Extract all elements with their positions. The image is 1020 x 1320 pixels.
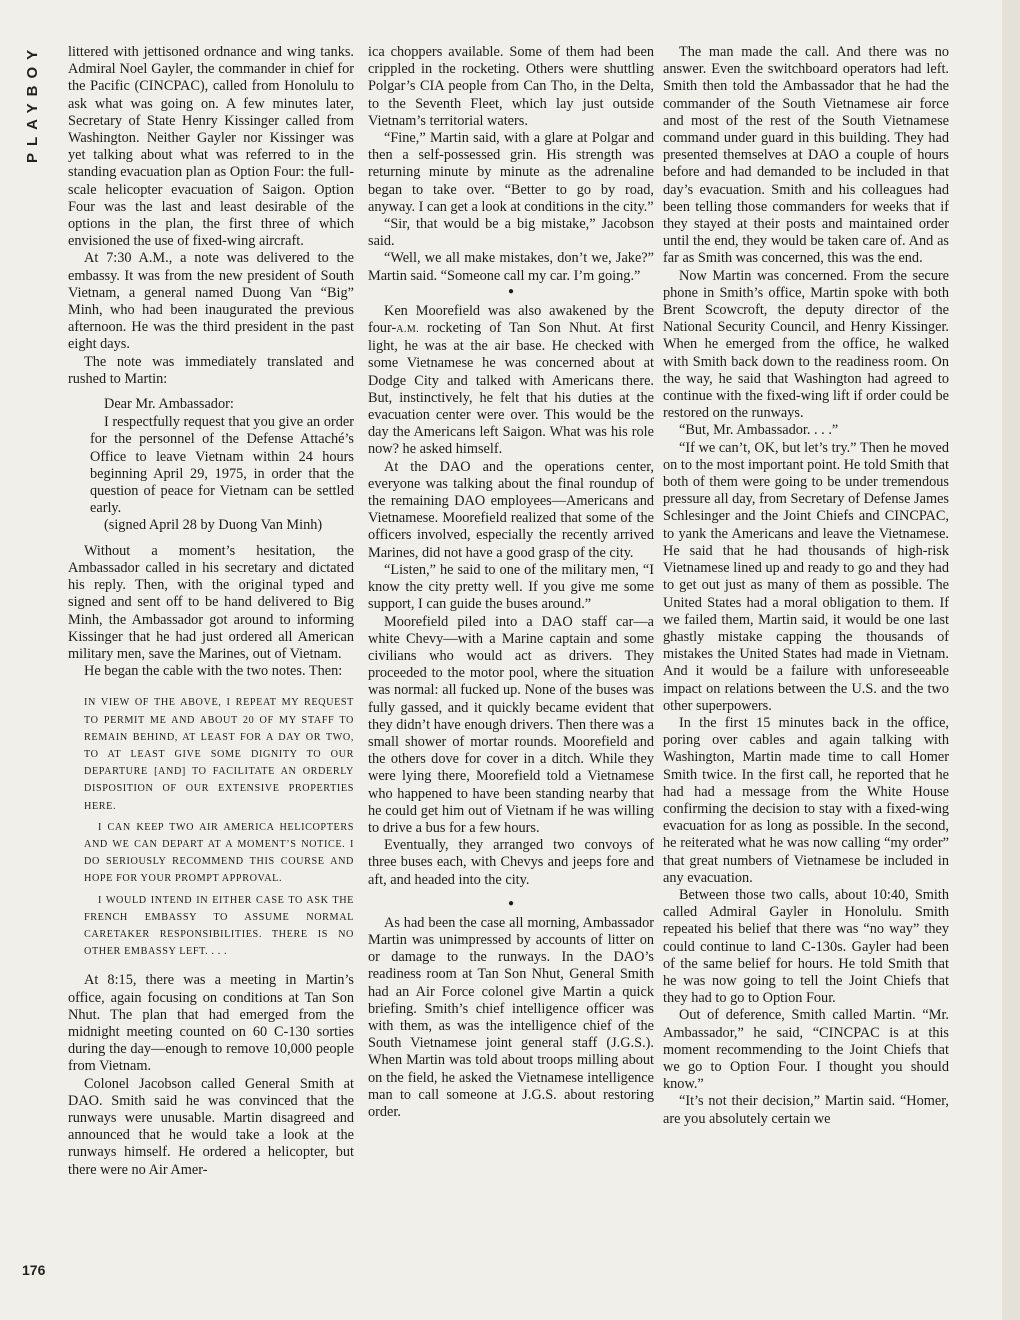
letter-signature: (signed April 28 by Duong Van Minh) [104,517,323,534]
section-separator: ● [507,897,515,909]
letter-salutation: Dear Mr. Ambassador: [104,396,234,413]
column-2 [368,44,654,1121]
paragraph: At 7:30 A.M., a note was delivered to the embassy. It was from the new president of South Vietnam, a general named Duong Van “Big” Minh, who had been inaugurated the previous afternoon. He was the third president in the past eight days. [68,250,354,353]
paragraph: At the DAO and the operations center, everyone was talking about the final roundup of the remaining DAO employees—Americans and Vietnamese. Moorefield realized that some of the officers involved, especially the recently arrived Marines, did not have a good grasp of the city. [368,458,654,561]
section-separator: ● [507,285,515,297]
paragraph: In the first 15 minutes back in the office, poring over cables and again talking with Washington, Martin made time to call Homer Smith twice. In the first call, he reported that he had had a message from the White House confirming the decision to stay with a fixed-wing evacuation for as long as possible. In the second, he reiterated what he was now calling “my order” that great numbers of Vietnamese be included in any evacuation. [663,714,949,886]
paragraph: “Fine,” Martin said, with a glare at Polgar and then a self-possessed grin. His strength was returning minute by minute as the adrenaline began to take over. “Better to go by road, anyway. I can get a look at conditions in the city.” [368,130,654,215]
paragraph: Colonel Jacobson called General Smith at DAO. Smith said he was convinced that the runways were unusable. Martin disagreed and announced that he would take a look at the runways himself. He ordered a helicopter, but there were no Air Amer- [68,1075,354,1178]
text-run: Ken Moorefield was also awakened by the four- [368,302,654,337]
paragraph: Between those two calls, about 10:40, Smith called Admiral Gayler in Honolulu. Smith repeated his belief that there was “no way” they could continue to land C-130s. Gayler had been of the same belief for hours. He told Smith that he was now going to tell the Joint Chiefs that they had to go to Option Four. [663,886,949,1007]
paragraph: As had been the case all morning, Ambassador Martin was unimpressed by accounts of litter on or damage to the runways. In the DAO’s readiness room at Tan Son Nhut, General Smith had an Air Force colonel give Martin a quick briefing. Smith’s chief intelligence officer was with them, as was the intelligence chief of the South Vietnamese joint general staff (J.G.S.). When Martin was told about troops milling about on the field, he asked the Vietnamese intelligence man to call someone at J.G.S. about restoring order. [368,914,654,1120]
cable-paragraph: I CAN KEEP TWO AIR AMERICA HELICOPTERS AND WE CAN DEPART AT A MOMENT’S NOTICE. I DO SERIOUSLY RECOMMEND THIS COURSE AND HOPE FOR YOUR PROMPT APPROVAL. [84,821,354,885]
paragraph: Now Martin was concerned. From the secure phone in Smith’s office, Martin spoke with both Brent Scowcroft, the deputy director of the National Security Council, and Henry Kissinger. When he emerged from the office, he walked with Smith back down to the readiness room. On the way, he said that Washington had agreed to continue with the fixed-wing lift if order could be restored on the runways. [663,267,949,422]
paragraph: “Sir, that would be a big mistake,” Jacobson said. [368,216,654,250]
paragraph: The man made the call. And there was no answer. Even the switchboard operators had left. Smith then told the Ambassador that he had the commander of the South Vietnamese air force and most of the rest of the South Vietnamese command under guard in this building. They had presented themselves at DAO a couple of hours before and had demanded to be included in that day’s evacuation. Smith and his colleagues had been telling those commanders for weeks that if they stayed at their posts and maintained order until the end, they would be taken care of. And as far as Smith was concerned, this was the end. [663,44,949,267]
text-run: rocketing of Tan Son Nhut. At first light, he was at the air base. He checked with some Vietnamese he was concerned about at Dodge City and talked with Americans there. But, instinctively, he felt that his duties at the evacuation center were over. This would be the day the Americans left Saigon. What was his role now? he asked himself. [368,320,654,458]
paragraph: Moorefield piled into a DAO staff car—a white Chevy—with a Marine captain and some civilians who would act as drivers. They proceeded to the motor pool, where the situation was normal: all fucked up. None of the buses was fully gassed, and it quickly became evident that they didn’t have enough drivers. Then there was a small shower of mortar rounds. Moorefield and the others dove for cover in a ditch. While they were lying there, Moorefield told a Vietnamese who happened to have been standing nearby that he could get him out of Vietnam if he was willing to drive a bus for a few hours. [368,613,654,836]
paragraph: “It’s not their decision,” Martin said. “Homer, are you absolutely certain we [663,1093,949,1127]
column-3 [663,44,949,1128]
paragraph: He began the cable with the two notes. Then: [84,663,343,680]
minh-letter [68,396,354,535]
letter-body: I respectfully request that you give an order for the personnel of the Defense Attaché’s Office to leave Vietnam within 24 hours beginning April 29, 1975, in order that the question of peace for Vietnam can be settled early. [90,414,354,517]
paragraph: “Listen,” he said to one of the military men, “I know the city pretty well. If you give me some support, I can guide the buses around.” [368,561,654,613]
page-edge [1002,0,1020,1320]
paragraph: At 8:15, there was a meeting in Martin’s office, again focusing on conditions at Tan Son Nhut. The plan that had emerged from the midnight meeting counted on 60 C-130 sorties during the day—enough to remove 10,000 people from Vietnam. [68,972,354,1075]
paragraph: Out of deference, Smith called Martin. “Mr. Ambassador,” he said, “CINCPAC is at this moment recommending to the Joint Chiefs that we go to Option Four. I thought you should know.” [663,1007,949,1093]
cable-text [84,694,354,960]
small-caps-am: A.M. [396,324,420,336]
paragraph: “Well, we all make mistakes, don’t we, Jake?” Martin said. “Someone call my car. I’m going.” [368,250,654,284]
paragraph: “But, Mr. Ambassador. . . .” [679,422,839,439]
paragraph: “If we can’t, OK, but let’s try.” Then he moved on to the most important point. He told Smith that both of them were going to be under tremendous pressure all day, from Secretary of Defense James Schlesinger and the Joint Chiefs and CINCPAC, to yank the Americans and leave the Vietnamese. He said that he had thousands of high-risk Vietnamese lined up and ready to go and they had to get out just as many of them as possible. The United States had a moral obligation to them. If we failed them, Martin said, it would be one last ghastly mistake capping the thousands of mistakes the United States had made in Vietnam. And it would be a failure with unforeseeable impact on relations between the U.S. and the two other superpowers. [663,439,949,714]
paragraph: ica choppers available. Some of them had been crippled in the rocketing. Others were shuttling Polgar’s CIA people from Can Tho, in the Delta, to the Seventh Fleet, which lay just outside Vietnam’s territorial waters. [368,44,654,129]
page-number: 176 [22,1262,46,1278]
cable-paragraph: I WOULD INTEND IN EITHER CASE TO ASK THE FRENCH EMBASSY TO ASSUME NORMAL CARETAKER RESPONSIBILITIES. THERE IS NO OTHER EMBASSY LEFT. . . . [84,894,354,958]
paragraph: The note was immediately translated and rushed to Martin: [68,353,354,387]
paragraph: Without a moment’s hesitation, the Ambassador called in his secretary and dictated his reply. Then, with the original typed and signed and sent off to be hand delivered to Big Minh, the Ambassador got around to informing Kissinger that he had just ordered all American military men, save the Marines, out of Vietnam. [68,542,354,662]
paragraph: Eventually, they arranged two convoys of three buses each, with Chevys and jeeps fore and aft, and headed into the city. [368,837,654,888]
cable-paragraph: IN VIEW OF THE ABOVE, I REPEAT MY REQUEST TO PERMIT ME AND ABOUT 20 OF MY STAFF TO REMAIN BEHIND, AT LEAST FOR A DAY OR TWO, TO AT LEAST GIVE SOME DIGNITY TO OUR DEPARTURE [AND] TO FACILITATE AN ORDERLY DISPOSITION OF OUR EXTENSIVE PROPERTIES HERE. [84,697,354,812]
masthead: PLAYBOY [24,42,41,163]
column-1 [68,44,354,1179]
paragraph: littered with jettisoned ordnance and wing tanks. Admiral Noel Gayler, the commander in chief for the Pacific (CINCPAC), called from Honolulu to ask what was going on. A few minutes later, Secretary of State Henry Kissinger called from Washington. Neither Gayler nor Kissinger was yet talking about what was referred to in the standing evacuation plan as Option Four: the full-scale helicopter evacuation of Saigon. Option Four was the last and least desirable of the options in the plan, the first three of which envisioned the use of fixed-wing aircraft. [68,44,354,250]
paragraph [368,303,654,459]
